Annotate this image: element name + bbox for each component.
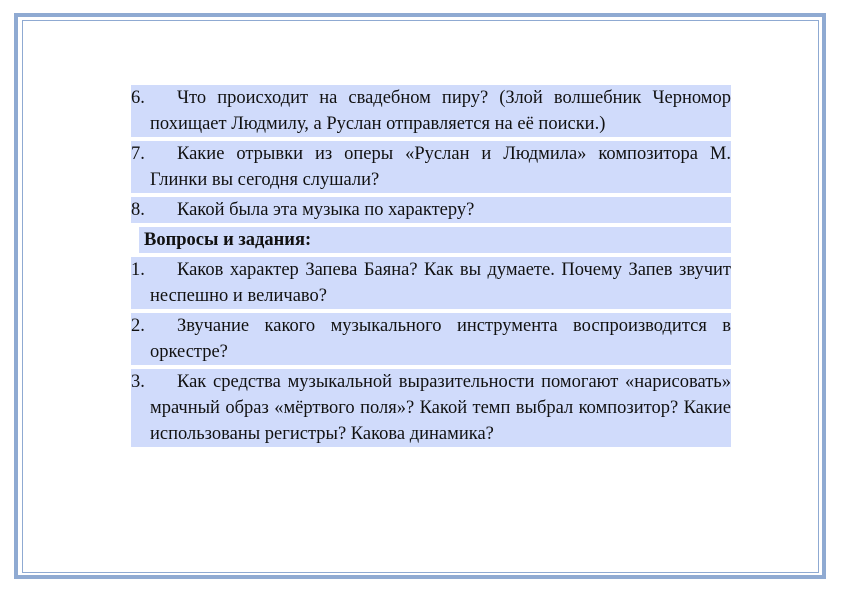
list-item-number: 6. bbox=[131, 88, 145, 108]
list-item-text: Каков характер Запева Баяна? Как вы думаете. Почему Запев звучит неспешно и величаво? bbox=[150, 260, 731, 306]
section-heading: Вопросы и задания: bbox=[139, 227, 731, 253]
list-item bbox=[131, 313, 731, 365]
list-item bbox=[131, 141, 731, 193]
list-item-text: Что происходит на свадебном пиру? (Злой волшебник Черномор похищает Людмилу, а Руслан отправляется на её поиски.) bbox=[150, 88, 731, 134]
list-item bbox=[131, 257, 731, 309]
list-item-text: Звучание какого музыкального инструмента воспроизводится в оркестре? bbox=[150, 316, 731, 362]
slide-content bbox=[131, 85, 731, 451]
list-item-number: 3. bbox=[131, 372, 145, 392]
list-item-number: 8. bbox=[131, 200, 145, 220]
list-item-number: 7. bbox=[131, 144, 145, 164]
list-item-text: Какие отрывки из оперы «Руслан и Людмила» композитора М. Глинки вы сегодня слушали? bbox=[150, 144, 731, 190]
list-item bbox=[131, 197, 731, 223]
list-item-number: 1. bbox=[131, 260, 145, 280]
list-item-text: Как средства музыкальной выразительности помогают «нарисовать» мрачный образ «мёртвого поля»? Какой темп выбрал композитор? Какие использованы регистры? Какова динамика? bbox=[150, 372, 731, 444]
list-item-text: Какой была эта музыка по характеру? bbox=[177, 200, 475, 220]
list-item-number: 2. bbox=[131, 316, 145, 336]
list-item bbox=[131, 369, 731, 447]
list-item bbox=[131, 85, 731, 137]
